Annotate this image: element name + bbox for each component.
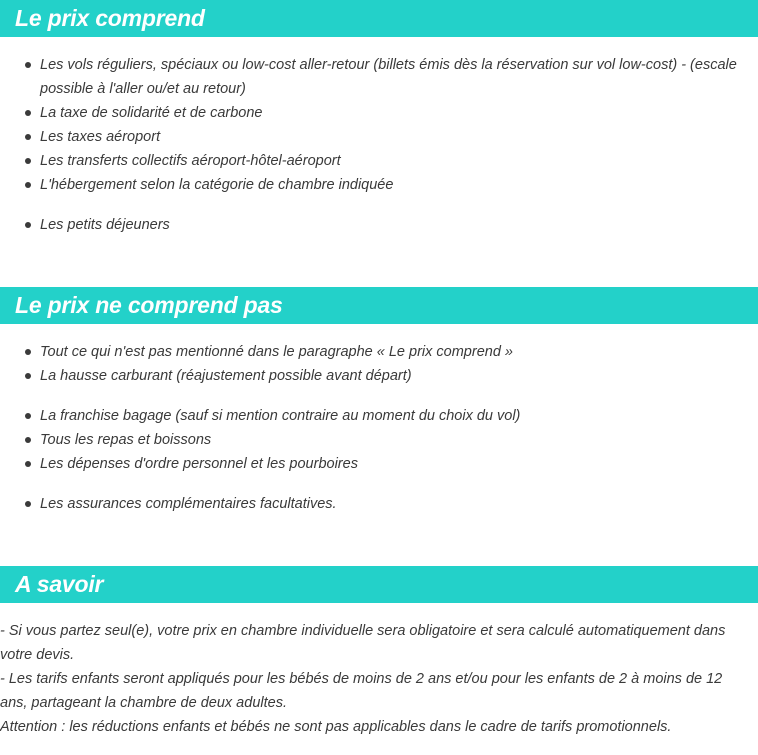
- list-item: La taxe de solidarité et de carbone: [0, 101, 758, 125]
- section-header-included: Le prix comprend: [0, 0, 758, 37]
- info-line: Attention : les réductions enfants et bébés ne sont pas applicables dans le cadre de tarifs promotionnels.: [0, 719, 672, 735]
- bullet-icon: [25, 461, 31, 467]
- list-item: Les assurances complémentaires facultatives.: [0, 492, 758, 516]
- bullet-icon: [25, 110, 31, 116]
- list-item: Tout ce qui n'est pas mentionné dans le paragraphe « Le prix comprend »: [0, 340, 758, 364]
- bullet-icon: [25, 413, 31, 419]
- info-line: - Si vous partez seul(e), votre prix en chambre individuelle sera obligatoire et sera calculé automatiquement dans votre devis.: [0, 623, 726, 663]
- included-list: [0, 53, 758, 237]
- list-item: La franchise bagage (sauf si mention contraire au moment du choix du vol): [0, 404, 758, 428]
- bullet-icon: [25, 182, 31, 188]
- section-header-info: A savoir: [0, 566, 758, 603]
- bullet-icon: [25, 158, 31, 164]
- list-item: Les vols réguliers, spéciaux ou low-cost aller-retour (billets émis dès la réservation sur vol low-cost) - (escale possible à l'aller ou/et au retour): [0, 53, 758, 101]
- bullet-icon: [25, 222, 31, 228]
- bullet-icon: [25, 501, 31, 507]
- bullet-icon: [25, 373, 31, 379]
- list-item: Les transferts collectifs aéroport-hôtel-aéroport: [0, 149, 758, 173]
- list-item: Tous les repas et boissons: [0, 428, 758, 452]
- bullet-icon: [25, 437, 31, 443]
- section-header-excluded: Le prix ne comprend pas: [0, 287, 758, 324]
- list-item: Les dépenses d'ordre personnel et les pourboires: [0, 452, 758, 476]
- bullet-icon: [25, 349, 31, 355]
- list-item: L'hébergement selon la catégorie de chambre indiquée: [0, 173, 758, 197]
- list-item: Les petits déjeuners: [0, 213, 758, 237]
- info-line: - Les tarifs enfants seront appliqués pour les bébés de moins de 2 ans et/ou pour les enfants de 2 à moins de 12 ans, partageant la chambre de deux adultes.: [0, 671, 723, 711]
- bullet-icon: [25, 62, 31, 68]
- list-item: Les taxes aéroport: [0, 125, 758, 149]
- list-item: La hausse carburant (réajustement possible avant départ): [0, 364, 758, 388]
- bullet-icon: [25, 134, 31, 140]
- info-text: [0, 619, 758, 739]
- excluded-list: [0, 340, 758, 516]
